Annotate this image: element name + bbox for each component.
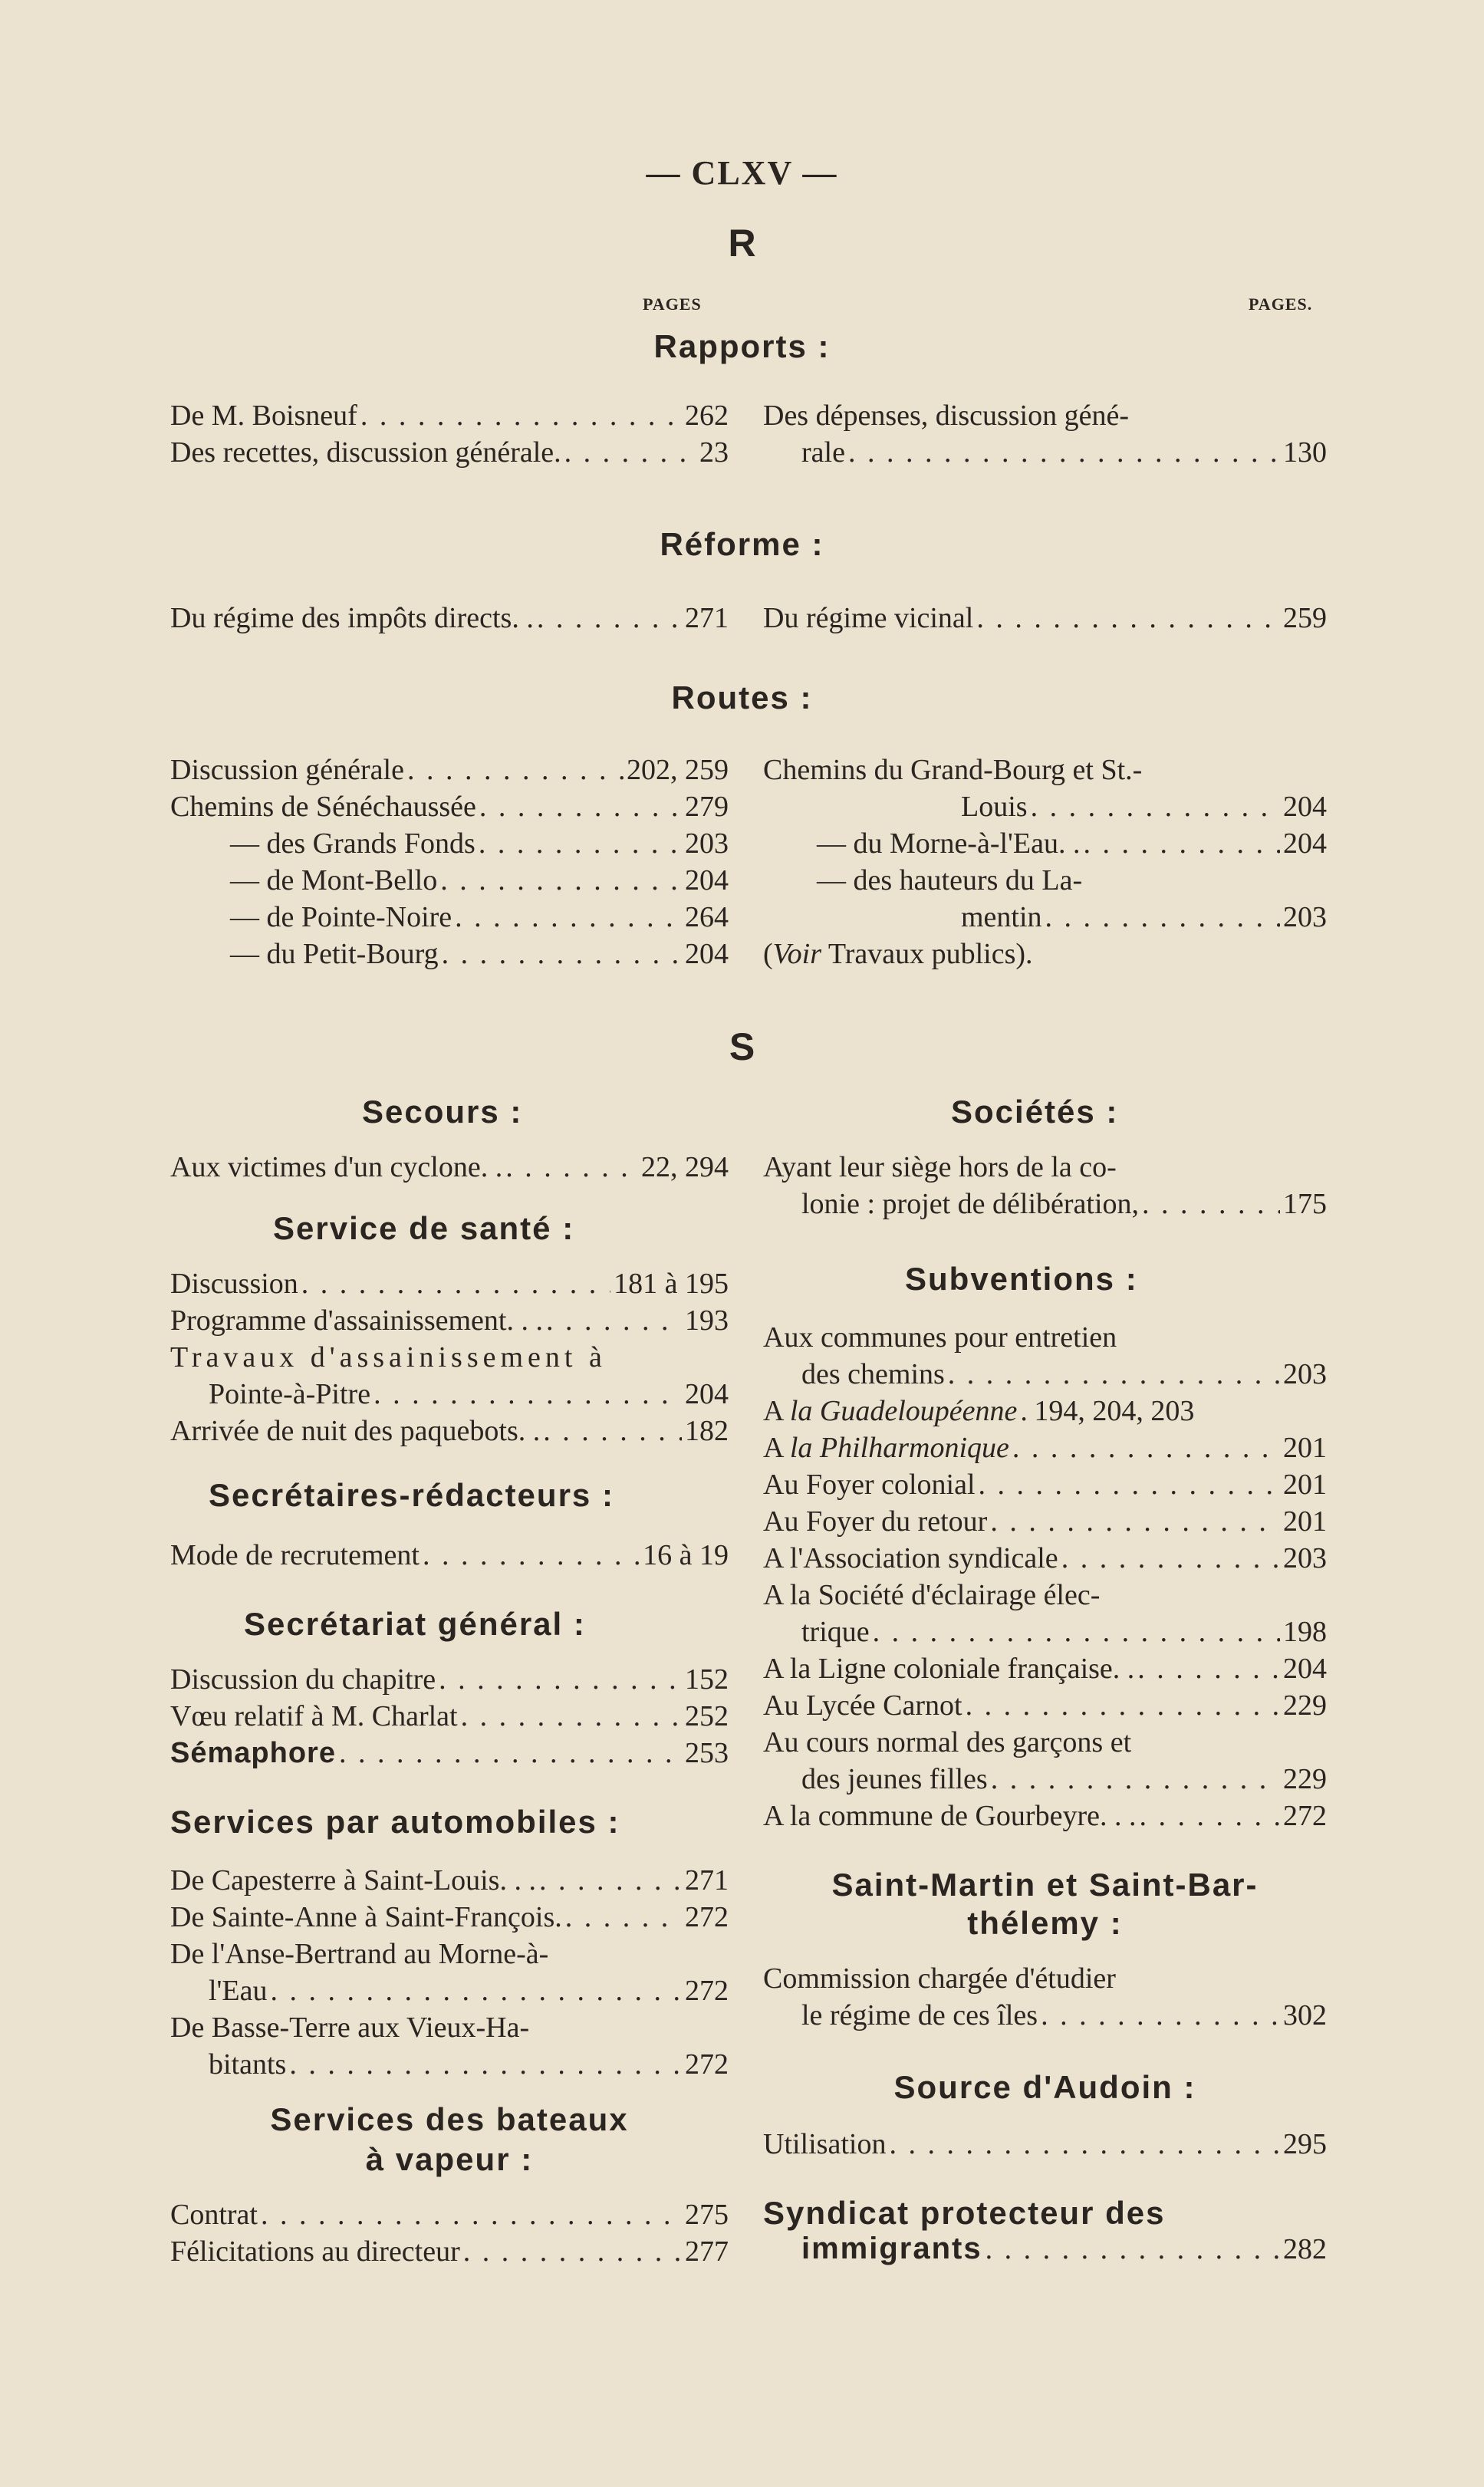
index-entry: des jeunes filles . . . 229 — [763, 1761, 1327, 1798]
index-entry: Sémaphore . . . 253 — [170, 1735, 729, 1771]
reforme-left — [170, 600, 729, 637]
index-entry: trique . . . 198 — [763, 1614, 1327, 1650]
index-entry: Pointe-à-Pitre . . . 204 — [170, 1376, 729, 1413]
syndicat-list — [763, 2230, 1327, 2268]
index-entry: — de Mont-Bello . . . 204 — [170, 862, 729, 899]
index-entry: Au Foyer du retour . . . 201 — [763, 1503, 1327, 1540]
index-entry: Du régime des impôts directs. . . . . 271 — [170, 600, 729, 637]
index-entry: — de Pointe-Noire . . . 264 — [170, 899, 729, 936]
index-entry: Arrivée de nuit des paquebots. . . . . 182 — [170, 1413, 729, 1449]
index-entry: Au Lycée Carnot . . . 229 — [763, 1687, 1327, 1724]
page-number: — CLXV — — [646, 154, 838, 192]
secours-list — [170, 1149, 729, 1186]
index-entry: Utilisation . . . 295 — [763, 2126, 1327, 2163]
reforme-right — [763, 600, 1327, 637]
pages-label-right: PAGES. — [1249, 294, 1313, 314]
heading-rapports: Rapports : — [653, 328, 831, 364]
heading-reforme: Réforme : — [660, 526, 824, 562]
pages-label-left: PAGES — [643, 294, 702, 314]
index-entry: le régime de ces îles . . . 302 — [763, 1997, 1327, 2034]
index-entry: Chemins de Sénéchaussée . . . 279 — [170, 788, 729, 825]
heading-syndicat: Syndicat protecteur des — [763, 2195, 1166, 2231]
index-entry: De Capesterre à Saint-Louis. . . . . . 271 — [170, 1862, 729, 1899]
heading-service-sante: Service de santé : — [273, 1210, 575, 1246]
index-entry: Discussion du chapitre . . . 152 — [170, 1661, 729, 1698]
societes-list — [763, 1149, 1327, 1222]
see-also-note: (Voir Travaux publics). — [763, 938, 1033, 970]
index-entry: lonie : projet de délibération, . . . 175 — [763, 1186, 1327, 1222]
subventions-list — [763, 1319, 1327, 1834]
heading-routes: Routes : — [671, 679, 813, 716]
index-entry: Des recettes, discussion générale. . . . 23 — [170, 434, 729, 471]
index-entry: Discussion . . . 181 à 195 — [170, 1265, 729, 1302]
section-letter-s: S — [729, 1025, 755, 1068]
entry-line: Commission chargée d'étudier — [763, 1962, 1116, 1995]
rapports-right — [763, 397, 1327, 471]
entry-line: Ayant leur siège hors de la co- — [763, 1151, 1117, 1183]
services-auto-list — [170, 1862, 729, 2083]
source-list — [763, 2126, 1327, 2163]
saint-martin-list — [763, 1960, 1327, 2034]
rapports-left — [170, 397, 729, 471]
entry-line: Au cours normal des garçons et — [763, 1726, 1132, 1758]
index-entry: Félicitations au directeur . . . 277 — [170, 2233, 729, 2270]
heading-services-bateaux: Services des bateaux — [270, 2101, 629, 2137]
index-entry: mentin . . . 203 — [763, 899, 1327, 936]
index-entry: Programme d'assainissement. . . . . . 193 — [170, 1302, 729, 1339]
index-entry: Au Foyer colonial . . . 201 — [763, 1466, 1327, 1503]
entry-line: Des dépenses, discussion géné- — [763, 400, 1130, 432]
routes-right — [763, 752, 1327, 972]
index-entry: des chemins . . . 203 — [763, 1356, 1327, 1393]
index-entry: De Sainte-Anne à Saint-François. . . . 272 — [170, 1899, 729, 1936]
index-entry: immigrants . . . 282 — [763, 2230, 1327, 2268]
index-entry: A la commune de Gourbeyre. . . . . . 272 — [763, 1798, 1327, 1834]
index-entry: De M. Boisneuf . . . 262 — [170, 397, 729, 434]
heading-secours: Secours : — [362, 1094, 523, 1130]
secretariat-list — [170, 1661, 729, 1771]
section-letter-r: R — [728, 222, 756, 265]
index-entry: Du régime vicinal . . . 259 — [763, 600, 1327, 637]
index-entry: Discussion générale . . . 202, 259 — [170, 752, 729, 788]
heading-secretaires: Secrétaires-rédacteurs : — [209, 1477, 614, 1513]
index-entry: — des Grands Fonds . . . 203 — [170, 825, 729, 862]
heading-services-automobiles: Services par automobiles : — [170, 1804, 620, 1840]
index-entry: A la Philharmonique . . . 201 — [763, 1429, 1327, 1466]
index-entry: A l'Association syndicale . . . 203 — [763, 1540, 1327, 1577]
index-entry: Mode de recrutement . . . 16 à 19 — [170, 1537, 729, 1574]
index-entry: Aux victimes d'un cyclone. . . . . 22, 294 — [170, 1149, 729, 1186]
entry-line: De l'Anse-Bertrand au Morne-à- — [170, 1938, 549, 1970]
index-entry: Louis . . . 204 — [763, 788, 1327, 825]
heading-services-bateaux-2: à vapeur : — [365, 2141, 534, 2177]
index-entry: — du Petit-Bourg . . . 204 — [170, 936, 729, 972]
entry-line: — des hauteurs du La- — [817, 864, 1083, 896]
heading-saint-martin-2: thélemy : — [967, 1905, 1123, 1941]
secretaires-list — [170, 1537, 729, 1574]
index-entry: l'Eau . . . 272 — [170, 1972, 729, 2009]
entry-line: A la Société d'éclairage élec- — [763, 1579, 1101, 1611]
entry-line: De Basse-Terre aux Vieux-Ha- — [170, 2012, 530, 2044]
heading-source-audoin: Source d'Audoin : — [893, 2069, 1196, 2105]
index-entry: Vœu relatif à M. Charlat . . . 252 — [170, 1698, 729, 1735]
entry-line: Aux communes pour entretien — [763, 1321, 1117, 1354]
index-entry: A la Ligne coloniale française. . . . . 204 — [763, 1650, 1327, 1687]
heading-saint-martin: Saint-Martin et Saint-Bar- — [831, 1867, 1259, 1903]
heading-secretariat: Secrétariat général : — [244, 1606, 586, 1642]
entry-line: Travaux d'assainissement à — [170, 1341, 607, 1373]
services-bateaux-list — [170, 2196, 729, 2270]
heading-subventions: Subventions : — [905, 1261, 1138, 1297]
entry-line: Chemins du Grand-Bourg et St.- — [763, 754, 1143, 786]
index-entry: bitants . . . 272 — [170, 2046, 729, 2083]
index-entry: — du Morne-à-l'Eau. . . . . 204 — [763, 825, 1327, 862]
index-entry: rale . . . 130 — [763, 434, 1327, 471]
index-entry: Contrat . . . 275 — [170, 2196, 729, 2233]
heading-societes: Sociétés : — [951, 1094, 1119, 1130]
index-entry: A la Guadeloupéenne . . . 194, 204, 203 — [763, 1393, 1327, 1429]
routes-left — [170, 752, 729, 972]
service-sante-list — [170, 1265, 729, 1449]
